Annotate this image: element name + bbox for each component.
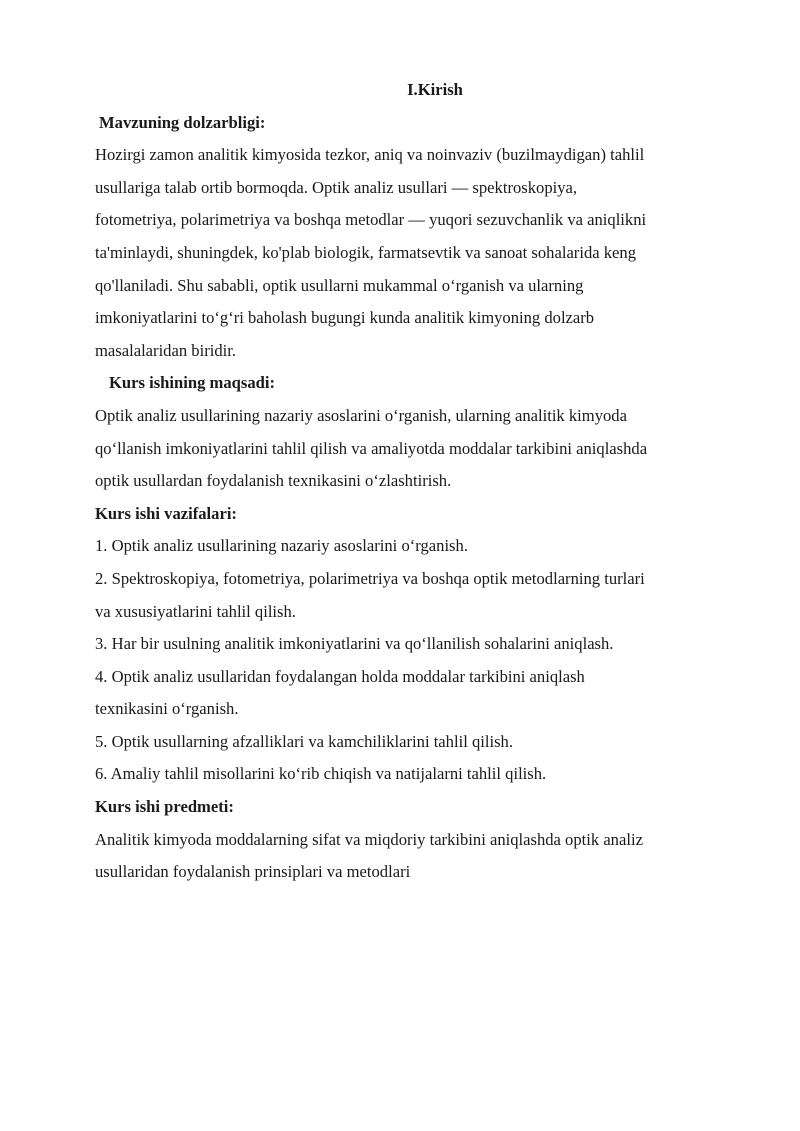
text-line: Analitik kimyoda moddalarning sifat va miqdoriy tarkibini aniqlashda optik analiz — [95, 829, 643, 849]
text-line: ta'minlaydi, shuningdek, ko'plab biologik, farmatsevtik va sanoat sohalarida keng — [95, 242, 637, 262]
text-line: qo'llaniladi. Shu sababli, optik usullarni mukammal o‘rganish va ularning — [95, 275, 584, 295]
text-line: Optik analiz usullarining nazariy asoslarini o‘rganish, ularning analitik kimyoda — [95, 405, 627, 425]
paragraph-tasks — [95, 530, 735, 791]
list-item: 5. Optik usullarning afzalliklari va kamchiliklarini tahlil qilish. — [95, 731, 513, 751]
list-item: 6. Amaliy tahlil misollarini ko‘rib chiqish va natijalarni tahlil qilish. — [95, 764, 547, 784]
text-line: optik usullardan foydalanish texnikasini o‘zlashtirish. — [95, 471, 452, 491]
text-line: usullaridan foydalanish prinsiplari va metodlari — [95, 862, 411, 882]
paragraph-relevance — [95, 139, 735, 367]
list-item: 1. Optik analiz usullarining nazariy asoslarini o‘rganish. — [95, 536, 468, 556]
text-line: usullariga talab ortib bormoqda. Optik analiz usullari — spektroskopiya, — [95, 177, 578, 197]
paragraph-goal — [95, 400, 735, 498]
list-item: 3. Har bir usulning analitik imkoniyatlarini va qo‘llanilish sohalarini aniqlash. — [95, 634, 614, 654]
page-title: I.Kirish — [407, 80, 463, 99]
text-line: Hozirgi zamon analitik kimyosida tezkor, aniq va noinvaziv (buzilmaydigan) tahlil — [95, 145, 645, 165]
text-line: fotometriya, polarimetriya va boshqa metodlar — yuqori sezuvchanlik va aniqlikni — [95, 210, 647, 230]
list-item: texnikasini o‘rganish. — [95, 699, 239, 719]
text-line: imkoniyatlarini to‘g‘ri baholash bugungi kunda analitik kimyoning dolzarb — [95, 308, 595, 328]
section-heading-subject: Kurs ishi predmeti: — [95, 797, 234, 817]
section-heading-relevance: Mavzuning dolzarbligi: — [99, 112, 266, 132]
list-item: va xususiyatlarini tahlil qilish. — [95, 601, 296, 621]
text-line: qo‘llanish imkoniyatlarini tahlil qilish va amaliyotda moddalar tarkibini aniqlashda — [95, 438, 648, 458]
paragraph-subject — [95, 824, 735, 889]
section-heading-tasks: Kurs ishi vazifalari: — [95, 503, 237, 523]
document-page — [95, 74, 735, 889]
section-heading-goal: Kurs ishining maqsadi: — [109, 373, 275, 393]
list-item: 4. Optik analiz usullaridan foydalangan holda moddalar tarkibini aniqlash — [95, 666, 585, 686]
text-line: masalalaridan biridir. — [95, 340, 236, 360]
list-item: 2. Spektroskopiya, fotometriya, polarimetriya va boshqa optik metodlarning turlari — [95, 568, 645, 588]
